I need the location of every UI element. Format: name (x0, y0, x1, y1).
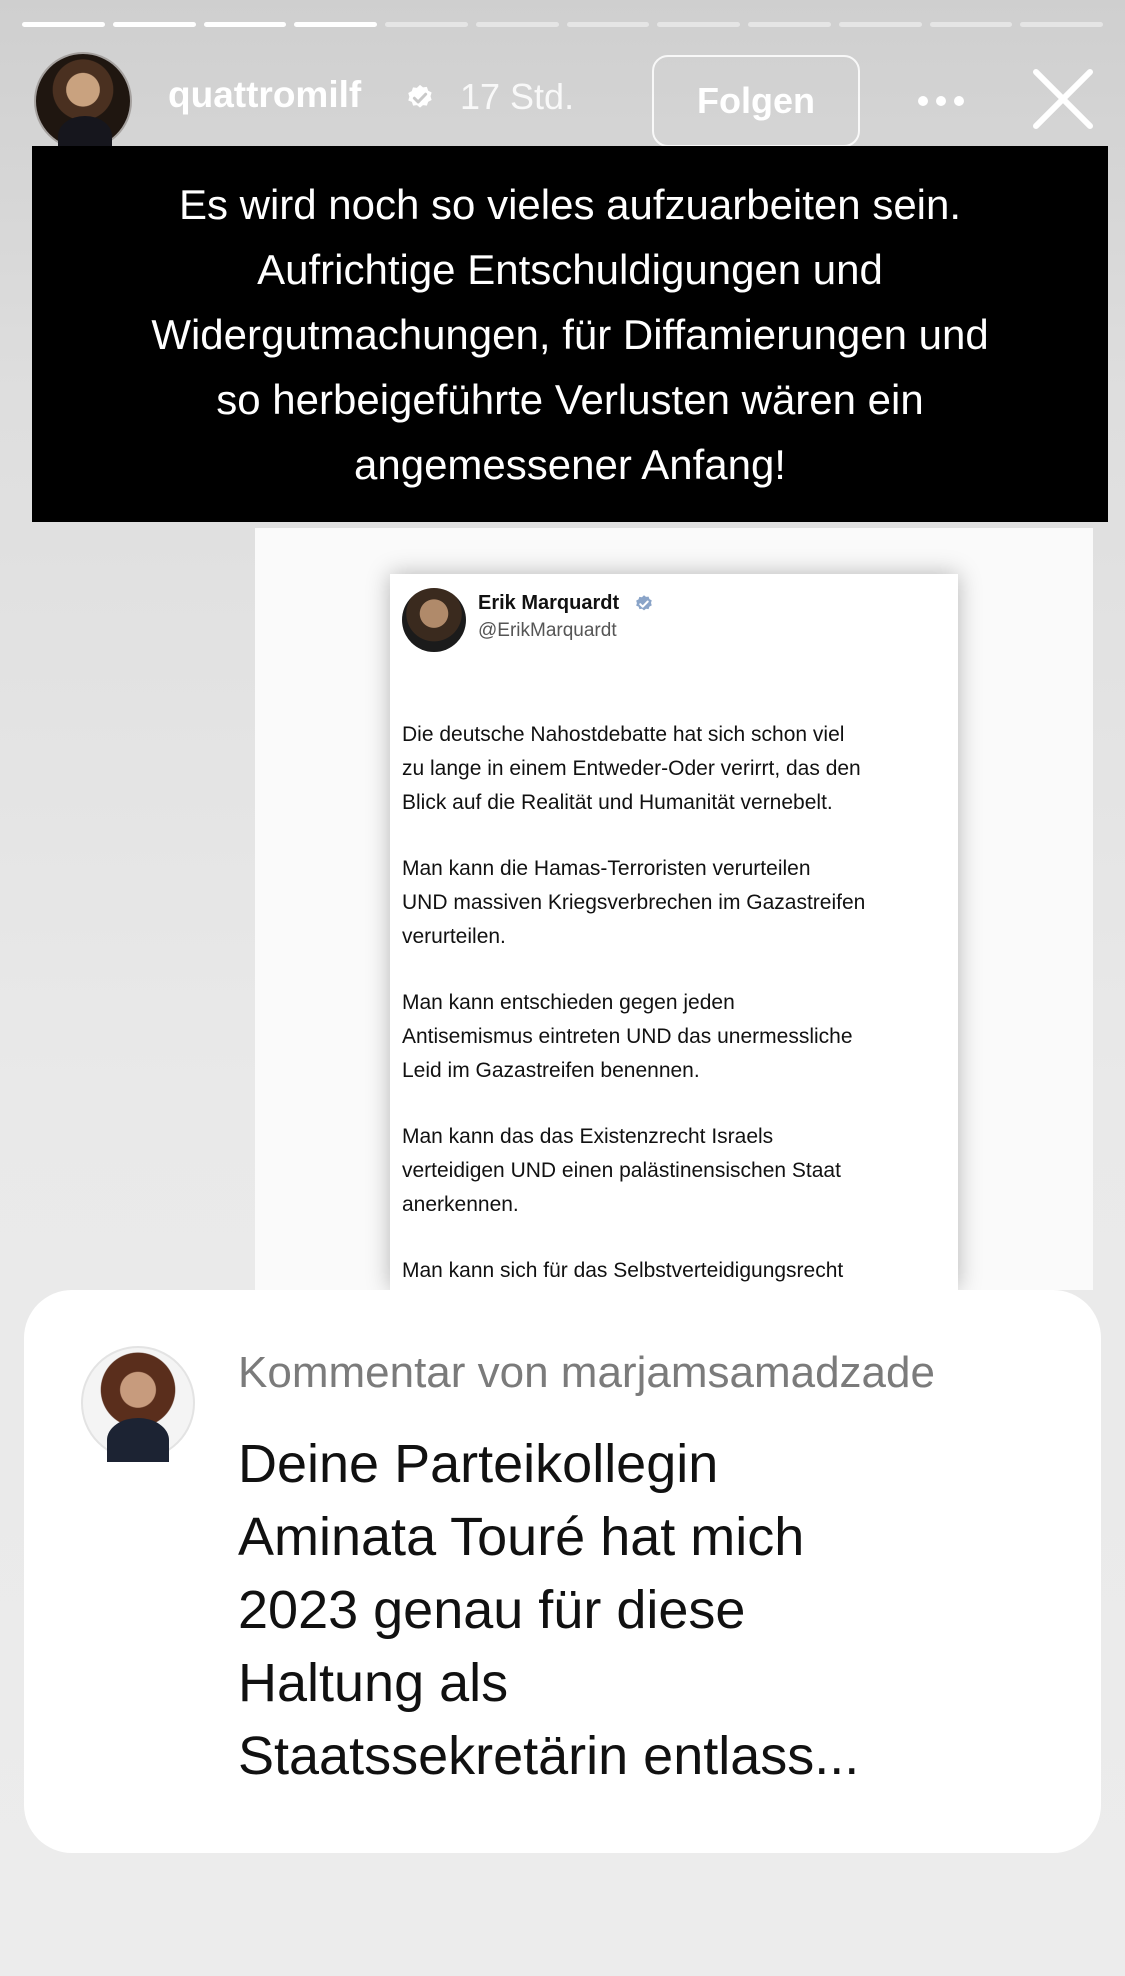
story-progress-segment (657, 22, 740, 27)
banner-line: Es wird noch so vieles aufzuarbeiten sein. (178, 181, 962, 228)
tweet-line: Leid im Gazastreifen benennen. (402, 1059, 700, 1082)
story-progress-segment (839, 22, 922, 27)
tweet-line: Man kann entschieden gegen jeden (402, 991, 735, 1014)
comment-line: Deine Parteikollegin (238, 1434, 719, 1494)
tweet-body (402, 686, 950, 1354)
story-progress-segment (204, 22, 287, 27)
tweet-author-avatar (402, 588, 466, 652)
comment-line: Staatssekretärin entlass... (238, 1726, 860, 1786)
tweet-author-handle: @ErikMarquardt (478, 620, 617, 641)
tweet-line: verurteilen. (402, 925, 506, 948)
tweet-line: verteidigen UND einen palästinensischen Staat (402, 1159, 841, 1182)
tweet-line: anerkennen. (402, 1193, 519, 1216)
tweet-line: Man kann das das Existenzrecht Israels (402, 1125, 774, 1148)
verified-badge-icon (634, 594, 654, 614)
more-options-icon[interactable] (918, 86, 968, 116)
verified-badge-icon (405, 83, 435, 113)
tweet-card (390, 574, 958, 1290)
story-progress-segment (748, 22, 831, 27)
story-progress-segment (113, 22, 196, 27)
story-progress-segment (294, 22, 377, 27)
follow-button[interactable]: Folgen (652, 55, 860, 147)
story-progress-segment (567, 22, 650, 27)
tweet-author-name: Erik Marquardt (478, 592, 620, 614)
story-progress-segment (385, 22, 468, 27)
comment-header: Kommentar von marjamsamadzade (238, 1348, 935, 1397)
tweet-line: Man kann die Hamas-Terroristen verurteilen (402, 857, 811, 880)
close-icon[interactable] (1030, 66, 1096, 132)
profile-avatar[interactable] (34, 52, 132, 150)
comment-text (238, 1428, 859, 1793)
story-progress-segment (22, 22, 105, 27)
comment-card[interactable] (24, 1290, 1101, 1853)
story-text-banner (32, 146, 1108, 522)
commenter-avatar (81, 1346, 195, 1460)
tweet-line: UND massiven Kriegsverbrechen im Gazastreifen (402, 891, 866, 914)
banner-line: Widergutmachungen, für Diffamierungen und (151, 311, 989, 358)
tweet-line: Man kann sich für das Selbstverteidigungsrecht (402, 1259, 844, 1282)
tweet-line: Blick auf die Realität und Humanität vernebelt. (402, 791, 833, 814)
comment-line: 2023 genau für diese (238, 1580, 746, 1640)
tweet-line: Die deutsche Nahostdebatte hat sich schon viel (402, 723, 845, 746)
comment-line: Aminata Touré hat mich (238, 1507, 805, 1567)
tweet-line: zu lange in einem Entweder-Oder verirrt, das den (402, 757, 861, 780)
story-progress-segment (1020, 22, 1103, 27)
banner-line: angemessener Anfang! (354, 441, 786, 488)
post-time: 17 Std. (460, 76, 575, 117)
username[interactable]: quattromilf (168, 74, 362, 115)
tweet-line: Antisemismus eintreten UND das unermessliche (402, 1025, 853, 1048)
banner-line: so herbeigeführte Verlusten wären ein (216, 376, 924, 423)
banner-line: Aufrichtige Entschuldigungen und (257, 246, 883, 293)
story-progress-bar (22, 22, 1103, 27)
story-progress-segment (476, 22, 559, 27)
story-progress-segment (930, 22, 1013, 27)
comment-line: Haltung als (238, 1653, 509, 1713)
